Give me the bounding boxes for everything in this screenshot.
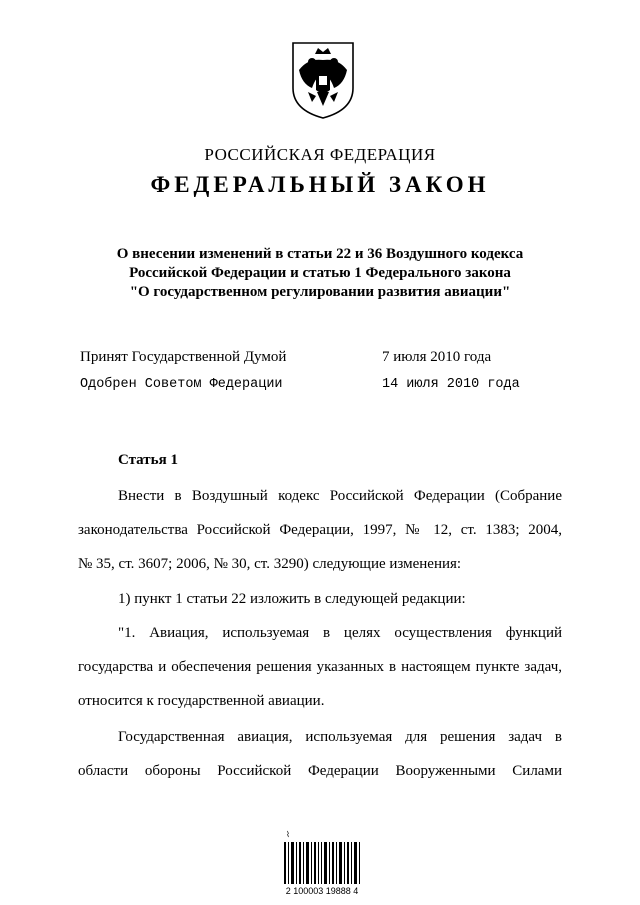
body-line: законодательства Российской Федерации, 1997, № 12, ст. 1383; 2004,: [78, 522, 562, 538]
subject-line: О внесении изменений в статьи 22 и 36 Воздушного кодекса: [116, 246, 524, 262]
barcode-number: 2 100003 19888 4: [285, 886, 359, 896]
body-line: № 35, ст. 3607; 2006, № 30, ст. 3290) следующие изменения:: [78, 556, 462, 572]
duma-label: Принят Государственной Думой: [80, 349, 287, 365]
subject-line: Российской Федерации и статью 1 Федерального закона: [129, 265, 511, 281]
barcode: [282, 830, 362, 900]
body-line: "1. Авиация, используемая в целях осуществления функций: [118, 625, 562, 641]
body-line: относится к государственной авиации.: [78, 693, 325, 709]
duma-date: 7 июля 2010 года: [382, 349, 492, 365]
law-subject: [0, 245, 640, 302]
barcode-bars: [282, 842, 362, 884]
body-line: 1) пункт 1 статьи 22 изложить в следующей редакции:: [118, 591, 466, 607]
coat-of-arms-icon: [290, 40, 356, 120]
country-title: РОССИЙСКАЯ ФЕДЕРАЦИЯ: [204, 145, 436, 164]
body-line: Государственная авиация, используемая для решения задач в: [118, 729, 562, 745]
subject-line: "О государственном регулировании развития авиации": [129, 284, 511, 300]
stamp-mark-icon: ⌇: [286, 830, 290, 839]
body-line: области обороны Российской Федерации Вооруженными Силами: [78, 763, 562, 779]
council-date: 14 июля 2010 года: [382, 377, 520, 392]
document-type: ФЕДЕРАЛЬНЫЙ ЗАКОН: [150, 172, 490, 197]
article-title: Статья 1: [118, 452, 178, 468]
body-line: Внести в Воздушный кодекс Российской Федерации (Собрание: [118, 488, 562, 504]
council-label: Одобрен Советом Федерации: [80, 377, 283, 392]
body-line: государства и обеспечения решения указанных в настоящем пункте задач,: [78, 659, 562, 675]
